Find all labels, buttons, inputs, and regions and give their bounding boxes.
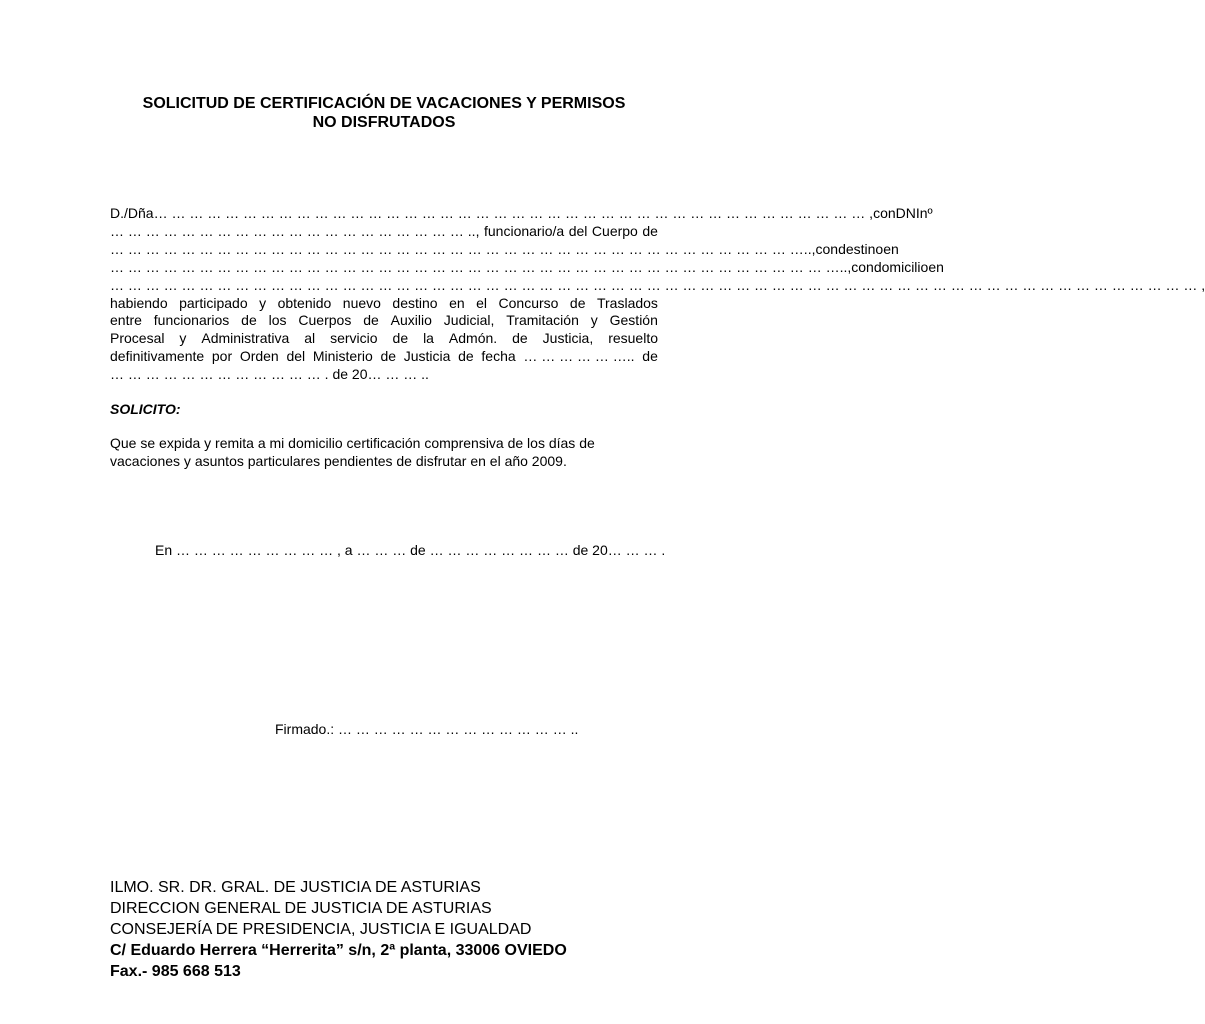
paragraph-line bbox=[110, 258, 944, 277]
word: Cuerpos bbox=[298, 312, 352, 329]
address-line-4: C/ Eduardo Herrera “Herrerita” s/n, 2ª planta, 33006 OVIEDO bbox=[110, 942, 567, 959]
paragraph-line bbox=[110, 276, 1205, 295]
title-line-1: SOLICITUD DE CERTIFICACIÓN DE VACACIONES Y PERMISOS bbox=[142, 95, 626, 112]
word: el bbox=[476, 294, 488, 311]
paragraph-line bbox=[110, 295, 658, 313]
word: los bbox=[268, 312, 287, 329]
word: participado bbox=[179, 294, 248, 311]
word: con bbox=[873, 205, 896, 221]
word: al bbox=[304, 330, 316, 347]
word: nº bbox=[919, 205, 933, 221]
blank-cuerpo: … … … … … … … … … … … … … … … … … … … … … … … … … … … … … … … … … … … … … … ….., bbox=[110, 240, 816, 257]
word: D./Dña bbox=[110, 205, 154, 221]
fax-line: Fax.- 985 668 513 bbox=[110, 963, 241, 980]
word: en bbox=[928, 258, 944, 275]
word: entre bbox=[110, 312, 142, 329]
word: de bbox=[642, 348, 658, 365]
word: Orden bbox=[239, 348, 279, 365]
word: definitivamente bbox=[110, 348, 205, 365]
word: de bbox=[458, 348, 474, 365]
word: del bbox=[568, 222, 588, 239]
word: del bbox=[286, 348, 306, 365]
address-line-2: DIRECCION GENERAL DE JUSTICIA DE ASTURIAS bbox=[110, 900, 492, 917]
word: en bbox=[883, 240, 899, 257]
word: Administrativa bbox=[201, 330, 290, 347]
word: Gestión bbox=[609, 312, 658, 329]
word: destino bbox=[838, 240, 884, 257]
blank-name: … … … … … … … … … … … … … … … … … … … … … … … … … … … … … … … … … … … … … … … … , bbox=[153, 205, 874, 221]
word: y bbox=[179, 330, 187, 347]
paragraph-line bbox=[110, 312, 658, 330]
applicant-paragraph bbox=[110, 205, 1205, 384]
blank-fecha: … … … … … ….. bbox=[523, 348, 635, 365]
word: DNI bbox=[895, 205, 920, 221]
paragraph-line bbox=[110, 330, 658, 348]
word: funcionario/a bbox=[484, 222, 565, 239]
word: Procesal bbox=[110, 330, 165, 347]
word: Cuerpo bbox=[591, 222, 638, 239]
word: de bbox=[569, 294, 586, 311]
word: Judicial, bbox=[443, 312, 495, 329]
word: en bbox=[449, 294, 465, 311]
word: y bbox=[259, 294, 267, 311]
recipient-address bbox=[110, 877, 567, 982]
solicito-heading: SOLICITO: bbox=[110, 401, 181, 417]
word: domicilio bbox=[873, 258, 929, 275]
word: por bbox=[211, 348, 233, 365]
document-title bbox=[100, 94, 668, 132]
word: de bbox=[392, 330, 409, 347]
word: Ministerio bbox=[312, 348, 373, 365]
word: Concurso bbox=[498, 294, 559, 311]
word: fecha bbox=[481, 348, 516, 365]
word: nuevo bbox=[342, 294, 381, 311]
request-line-1: Que se expida y remita a mi domicilio certificación comprensiva de los días de bbox=[110, 435, 595, 451]
request-paragraph bbox=[110, 434, 658, 470]
request-line-2: vacaciones y asuntos particulares pendientes de disfrutar en el año 2009. bbox=[110, 453, 567, 469]
word: Auxilio bbox=[390, 312, 432, 329]
word: con bbox=[851, 258, 874, 275]
blank-dni: … … … … … … … … … … … … … … … … … … … … .., bbox=[110, 222, 480, 239]
word: servicio bbox=[330, 330, 378, 347]
word: de bbox=[241, 312, 257, 329]
word: Traslados bbox=[596, 294, 658, 311]
word: de bbox=[512, 330, 528, 347]
word: obtenido bbox=[277, 294, 332, 311]
paragraph-line bbox=[110, 240, 899, 259]
word: funcionarios bbox=[153, 312, 230, 329]
address-line-3: CONSEJERÍA DE PRESIDENCIA, JUSTICIA E IGUALDAD bbox=[110, 921, 532, 938]
blank-destino: … … … … … … … … … … … … … … … … … … … … … … … … … … … … … … … … … … … … … … … … ….., bbox=[110, 258, 852, 275]
blank-domicilio: … … … … … … … … … … … … … … … … … … … … … … … … … … … … … … … … … … … … … … … … … … … … … … … … … … … … … … … … … … … … … , bbox=[110, 276, 1205, 293]
word: resuelto bbox=[608, 330, 658, 347]
word: Justicia, bbox=[542, 330, 594, 347]
word: la bbox=[423, 330, 434, 347]
paragraph-last-line: … … … … … … … … … … … … . de 20… … … .. bbox=[110, 366, 429, 383]
word: destino bbox=[392, 294, 438, 311]
word: Justicia bbox=[403, 348, 451, 365]
word: Admón. bbox=[448, 330, 498, 347]
word: de bbox=[380, 348, 397, 365]
paragraph-line bbox=[110, 205, 933, 223]
word: y bbox=[590, 312, 598, 329]
word: de bbox=[363, 312, 379, 329]
place-date-line: En … … … … … … … … … , a … … … de … … … … … … … … de 20… … … . bbox=[155, 542, 666, 558]
word: con bbox=[815, 240, 839, 257]
title-line-2: NO DISFRUTADOS bbox=[312, 114, 456, 131]
paragraph-line bbox=[110, 223, 658, 241]
address-line-1: ILMO. SR. DR. GRAL. DE JUSTICIA DE ASTURIAS bbox=[110, 879, 481, 896]
word: de bbox=[642, 222, 658, 239]
paragraph-line bbox=[110, 348, 658, 366]
word: Tramitación bbox=[506, 312, 579, 329]
word: habiendo bbox=[110, 294, 168, 311]
signature-line: Firmado.: … … … … … … … … … … … … … .. bbox=[275, 721, 579, 737]
